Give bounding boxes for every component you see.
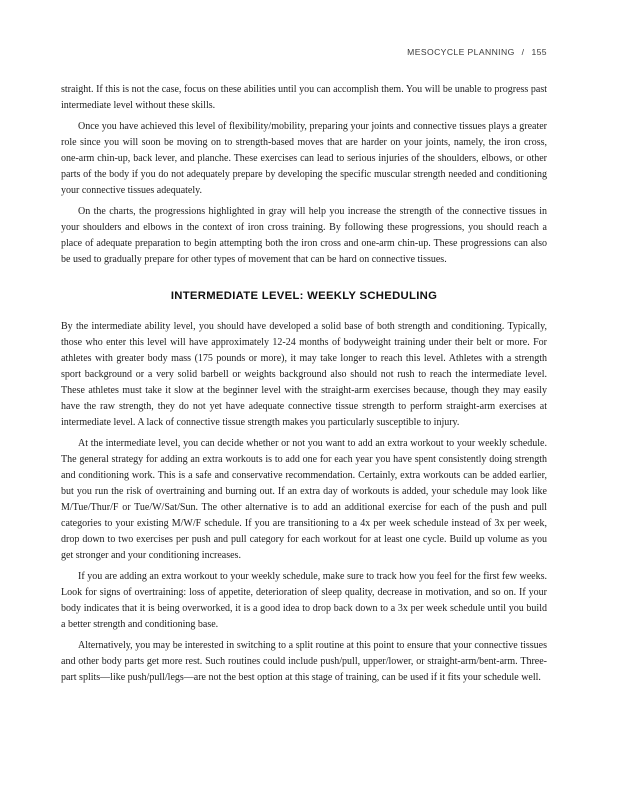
body-paragraph: If you are adding an extra workout to your weekly schedule, make sure to track how you feel for the first few weeks. Look for signs of overtraining: loss of appetite, deterioration of sleep quality, decrease in motivation, and so on. If your body indicates that it is being overworked, it is a good idea to drop back down to a 3x per week schedule until you build a better strength and conditioning base. bbox=[61, 571, 547, 630]
body-paragraph: By the intermediate ability level, you should have developed a solid base of both strength and conditioning. Typically, those who enter this level will have approximately 12-24 months of bodyweight training under their belt or more. For athletes with greater body mass (175 pounds or more), it may take longer to reach this level. Athletes with a strength sport background or a very solid barbell or weights background also should not rush to reach the intermediate level. These athletes must take it slow at the beginner level with the straight-arm exercises because, though they may easily have the raw strength, they do not yet have adequate connective tissue strength to perform straight-arm exercises at intermediate level. A lack of connective tissue strength makes you particularly susceptible to injury. bbox=[61, 321, 547, 428]
page-number: 155 bbox=[531, 47, 547, 57]
body-paragraph: Once you have achieved this level of flexibility/mobility, preparing your joints and connective tissues plays a greater role since you will soon be moving on to strength-based moves that are harder on your joints, namely, the iron cross, one-arm chin-up, back lever, and planche. These exercises can lead to serious injuries of the shoulders, elbows, or other parts of the body if you do not adequately prepare by developing the specific muscular strength needed and conditioning your connective tissues adequately. bbox=[61, 121, 547, 196]
page-body bbox=[61, 82, 547, 691]
running-header bbox=[407, 47, 547, 57]
section-title: MESOCYCLE PLANNING bbox=[407, 47, 515, 57]
body-paragraph: Alternatively, you may be interested in switching to a split routine at this point to ensure that your connective tissues and other body parts get more rest. Such routines could include push/pull, upper/lower, or straight-arm/bent-arm. Three-part splits—like push/pull/legs—are not the best option at this stage of training, can be used if it fits your schedule well. bbox=[61, 640, 547, 683]
section-heading: INTERMEDIATE LEVEL: WEEKLY SCHEDULING bbox=[170, 290, 438, 302]
body-paragraph: At the intermediate level, you can decide whether or not you want to add an extra workout to your weekly schedule. The general strategy for adding an extra workouts is to add one for each year you have spent consistently doing strength and conditioning work. This is a safe and conservative recommendation. Certainly, extra workouts can be added earlier, but you run the risk of overtraining and burning out. If an extra day of workouts is added, your schedule may look like M/Tue/Thur/F or Tue/W/Sat/Sun. The other alternative is to add an additional exercise for each of the push and pull categories to your existing M/W/F schedule. If you are transitioning to a 4x per week schedule instead of 3x per week, drop down to two exercises per push and pull category for each workout for at least one cycle. Build up volume as you get stronger and your conditioning increases. bbox=[61, 438, 547, 561]
body-paragraph: straight. If this is not the case, focus on these abilities until you can accomplish them. You will be unable to progress past intermediate level without these skills. bbox=[61, 84, 547, 111]
header-separator: / bbox=[521, 47, 525, 57]
body-paragraph: On the charts, the progressions highlighted in gray will help you increase the strength of the connective tissues in your shoulders and elbows in the context of iron cross training. By following these progressions, you should reach a place of adequate preparation to begin attempting both the iron cross and one-arm chin-up. These progressions can also be used to gradually prepare for other types of movement that can be hard on connective tissues. bbox=[61, 206, 547, 265]
